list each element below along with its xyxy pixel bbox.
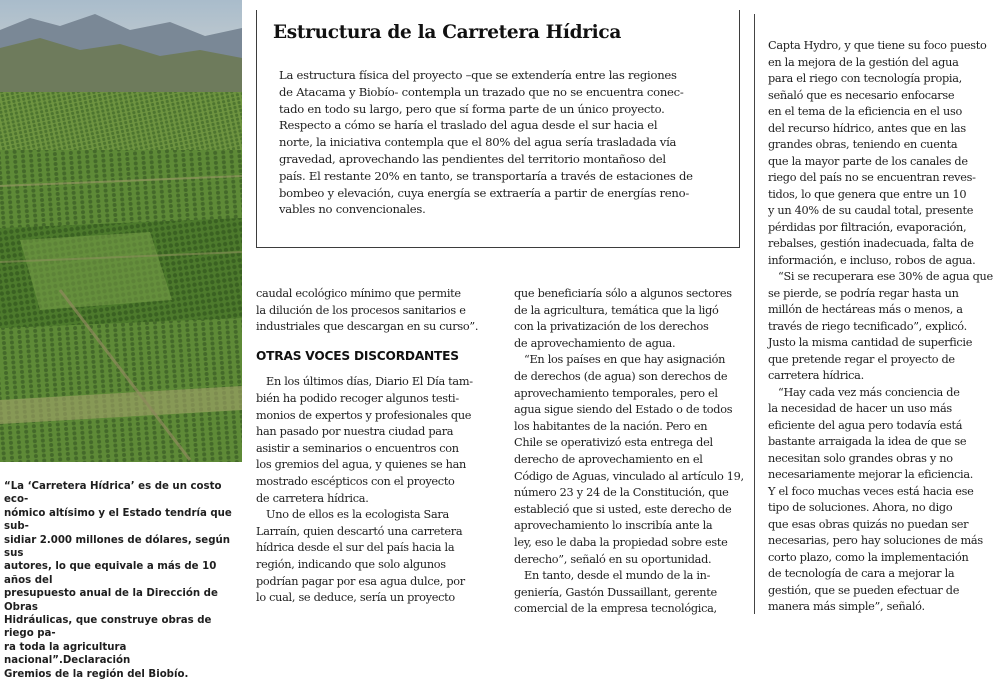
column-line: Y el foco muchas veces está hacia ese: [768, 484, 974, 498]
valley-orchard-photo: [0, 0, 242, 462]
column-line: asistir a seminarios o encuentros con: [256, 441, 459, 455]
column-divider: [754, 14, 755, 614]
column-line: en la mejora de la gestión del agua: [768, 55, 959, 69]
column-line: gestión, que se pueden efectuar de: [768, 583, 960, 597]
column-line: del recurso hídrico, antes que en las: [768, 121, 966, 135]
column-line: corto plazo, como la implementación: [768, 550, 969, 564]
column-line: Chile se operativizó esta entrega del: [514, 436, 713, 450]
column-line: hídrica desde el sur del país hacia la: [256, 541, 455, 555]
box-line: bombeo y elevación, cuya energía se extraería a partir de energías reno-: [279, 185, 689, 200]
column-line: número 23 y 24 de la Constitución, que: [514, 486, 729, 500]
article-column-3: [768, 38, 996, 616]
column-line: mostrado escépticos con el proyecto: [256, 474, 455, 488]
column-line: que pretende regar el proyecto de: [768, 352, 955, 366]
article-column-1: [256, 286, 504, 607]
column-line: y un 40% de su caudal total, presente: [768, 204, 974, 217]
column-line: monios de expertos y profesionales que: [256, 408, 472, 422]
column-line: necesariamente mejorar la eficiencia.: [768, 468, 974, 481]
column-line: través de riego tecnificado”, explicó.: [768, 319, 967, 333]
caption-line: nómico altísimo y el Estado tendría que sub-: [4, 507, 232, 533]
box-line: de Atacama y Biobío- contempla un trazado que no se encuentra conec-: [279, 84, 684, 99]
article-column-2: [514, 286, 750, 618]
column-line: derecho”, señaló en su oportunidad.: [514, 552, 712, 566]
column-line: los gremios del agua, y quienes se han: [256, 458, 467, 472]
column-line: señaló que es necesario enfocarse: [768, 88, 955, 102]
column-line: eficiente del agua pero todavía está: [768, 418, 963, 432]
column-line: con la privatización de los derechos: [514, 320, 709, 334]
column-line: aprovechamiento temporales, pero el: [514, 386, 718, 400]
caption-line: Gremios de la región del Biobío.: [4, 668, 189, 680]
column-line: Capta Hydro, y que tiene su foco puesto: [768, 39, 987, 52]
column-line: necesarias, pero hay soluciones de más: [768, 534, 983, 547]
column-line: de aprovechamiento de agua.: [514, 336, 676, 350]
column-line: información, e incluso, robos de agua.: [768, 253, 976, 267]
column-line: tipo de soluciones. Ahora, no digo: [768, 501, 953, 514]
column-line: derecho de aprovechamiento en el: [514, 452, 703, 466]
box-line: vables no convencionales.: [279, 202, 426, 217]
column-line: ley, eso le daba la propiedad sobre este: [514, 535, 728, 549]
column-line: tidos, lo que genera que entre un 10: [768, 187, 967, 201]
box-line: La estructura física del proyecto –que se extendería entre las regiones: [279, 68, 677, 82]
sidebar-box-text: [279, 67, 727, 218]
sidebar-box: [256, 10, 740, 248]
column-line: Larraín, quien descartó una carretera: [256, 524, 463, 538]
caption-line: “La ‘Carretera Hídrica’ es de un costo eco-: [4, 481, 222, 506]
column-line: Código de Aguas, vinculado al artículo 19,: [514, 469, 744, 483]
column-line: la necesidad de hacer un uso más: [768, 402, 952, 415]
column-line: en el tema de la eficiencia en el uso: [768, 105, 963, 118]
column-line: de tecnología de cara a mejorar la: [768, 567, 955, 580]
column-line: grandes obras, teniendo en cuenta: [768, 138, 958, 151]
column-line: que esas obras quizás no puedan ser: [768, 517, 969, 531]
column-line: estableció que si usted, este derecho de: [514, 502, 732, 516]
box-line: Respecto a cómo se haría el traslado del agua desde el sur hacia el: [279, 118, 658, 133]
column-line: riego del país no se encuentran reves-: [768, 171, 976, 184]
column-line: manera más simple”, señaló.: [768, 600, 925, 613]
caption-line: sidiar 2.000 millones de dólares, según sus: [4, 534, 231, 560]
column-line: “Si se recuperara ese 30% de agua que: [778, 270, 993, 283]
column-line: que la mayor parte de los canales de: [768, 154, 968, 168]
column-line: los habitantes de la nación. Pero en: [514, 419, 708, 433]
column-line: “En los países en que hay asignación: [524, 353, 726, 367]
column-line: geniería, Gastón Dussaillant, gerente: [514, 585, 717, 599]
column-line: “Hay cada vez más conciencia de: [778, 385, 960, 399]
section-subheading: OTRAS VOCES DISCORDANTES: [256, 348, 459, 363]
column-line: bién ha podido recoger algunos testi-: [256, 391, 459, 405]
column-line: Justo la misma cantidad de superficie: [768, 336, 973, 349]
column-line: comercial de la empresa tecnológica,: [514, 602, 717, 616]
column-line: agua sigue siendo del Estado o de todos: [514, 403, 733, 417]
column-line: necesitan solo grandes obras y no: [768, 451, 953, 465]
column-line: se pierde, se podría regar hasta un: [768, 286, 959, 300]
column-line: En los últimos días, Diario El Día tam-: [266, 375, 473, 389]
column-line: Uno de ellos es la ecologista Sara: [266, 508, 449, 522]
caption-line: ra toda la agricultura nacional”.Declaración: [4, 641, 131, 667]
column-line: pérdidas por filtración, evaporación,: [768, 220, 967, 234]
column-line: industriales que descargan en su curso”.: [256, 320, 479, 334]
column-line: caudal ecológico mínimo que permite: [256, 287, 461, 300]
sidebar-box-title: Estructura de la Carretera Hídrica: [273, 22, 622, 43]
column-line: podrían pagar por esa agua dulce, por: [256, 574, 465, 588]
column-line: aprovechamiento lo inscribía ante la: [514, 519, 713, 533]
column-line: de derechos (de agua) son derechos de: [514, 369, 728, 383]
column-line: que beneficiaría sólo a algunos sectores: [514, 287, 732, 300]
column-line: carretera hídrica.: [768, 369, 864, 382]
caption-line: Hidráulicas, que construye obras de riego pa-: [4, 615, 212, 640]
box-line: gravedad, aprovechando las pendientes del territorio montañoso del: [279, 151, 666, 166]
caption-line: autores, lo que equivale a más de 10 años del: [4, 561, 217, 586]
photo-caption: [4, 480, 244, 681]
box-line: norte, la iniciativa contempla que el 80% del agua sería trasladada vía: [279, 135, 677, 150]
column-line: la dilución de los procesos sanitarios e: [256, 303, 466, 317]
column-line: de la agricultura, temática que la ligó: [514, 303, 719, 317]
column-line: rebalses, gestión inadecuada, falta de: [768, 237, 974, 250]
column-line: han pasado por nuestra ciudad para: [256, 425, 454, 439]
column-line: de carretera hídrica.: [256, 491, 369, 505]
box-line: tado en todo su largo, pero que sí forma parte de un único proyecto.: [279, 101, 665, 116]
caption-line: presupuesto anual de la Dirección de Obras: [4, 588, 218, 613]
column-line: millón de hectáreas más o menos, a: [768, 303, 963, 316]
orchard-landscape-illustration: [0, 0, 242, 462]
box-line: país. El restante 20% en tanto, se transportaría a través de estaciones de: [279, 168, 693, 183]
column-line: En tanto, desde el mundo de la in-: [524, 569, 711, 583]
column-line: lo cual, se deduce, sería un proyecto: [256, 591, 455, 605]
column-line: para el riego con tecnología propia,: [768, 72, 962, 85]
column-line: región, indicando que solo algunos: [256, 557, 446, 571]
column-line: bastante arraigada la idea de que se: [768, 435, 967, 448]
